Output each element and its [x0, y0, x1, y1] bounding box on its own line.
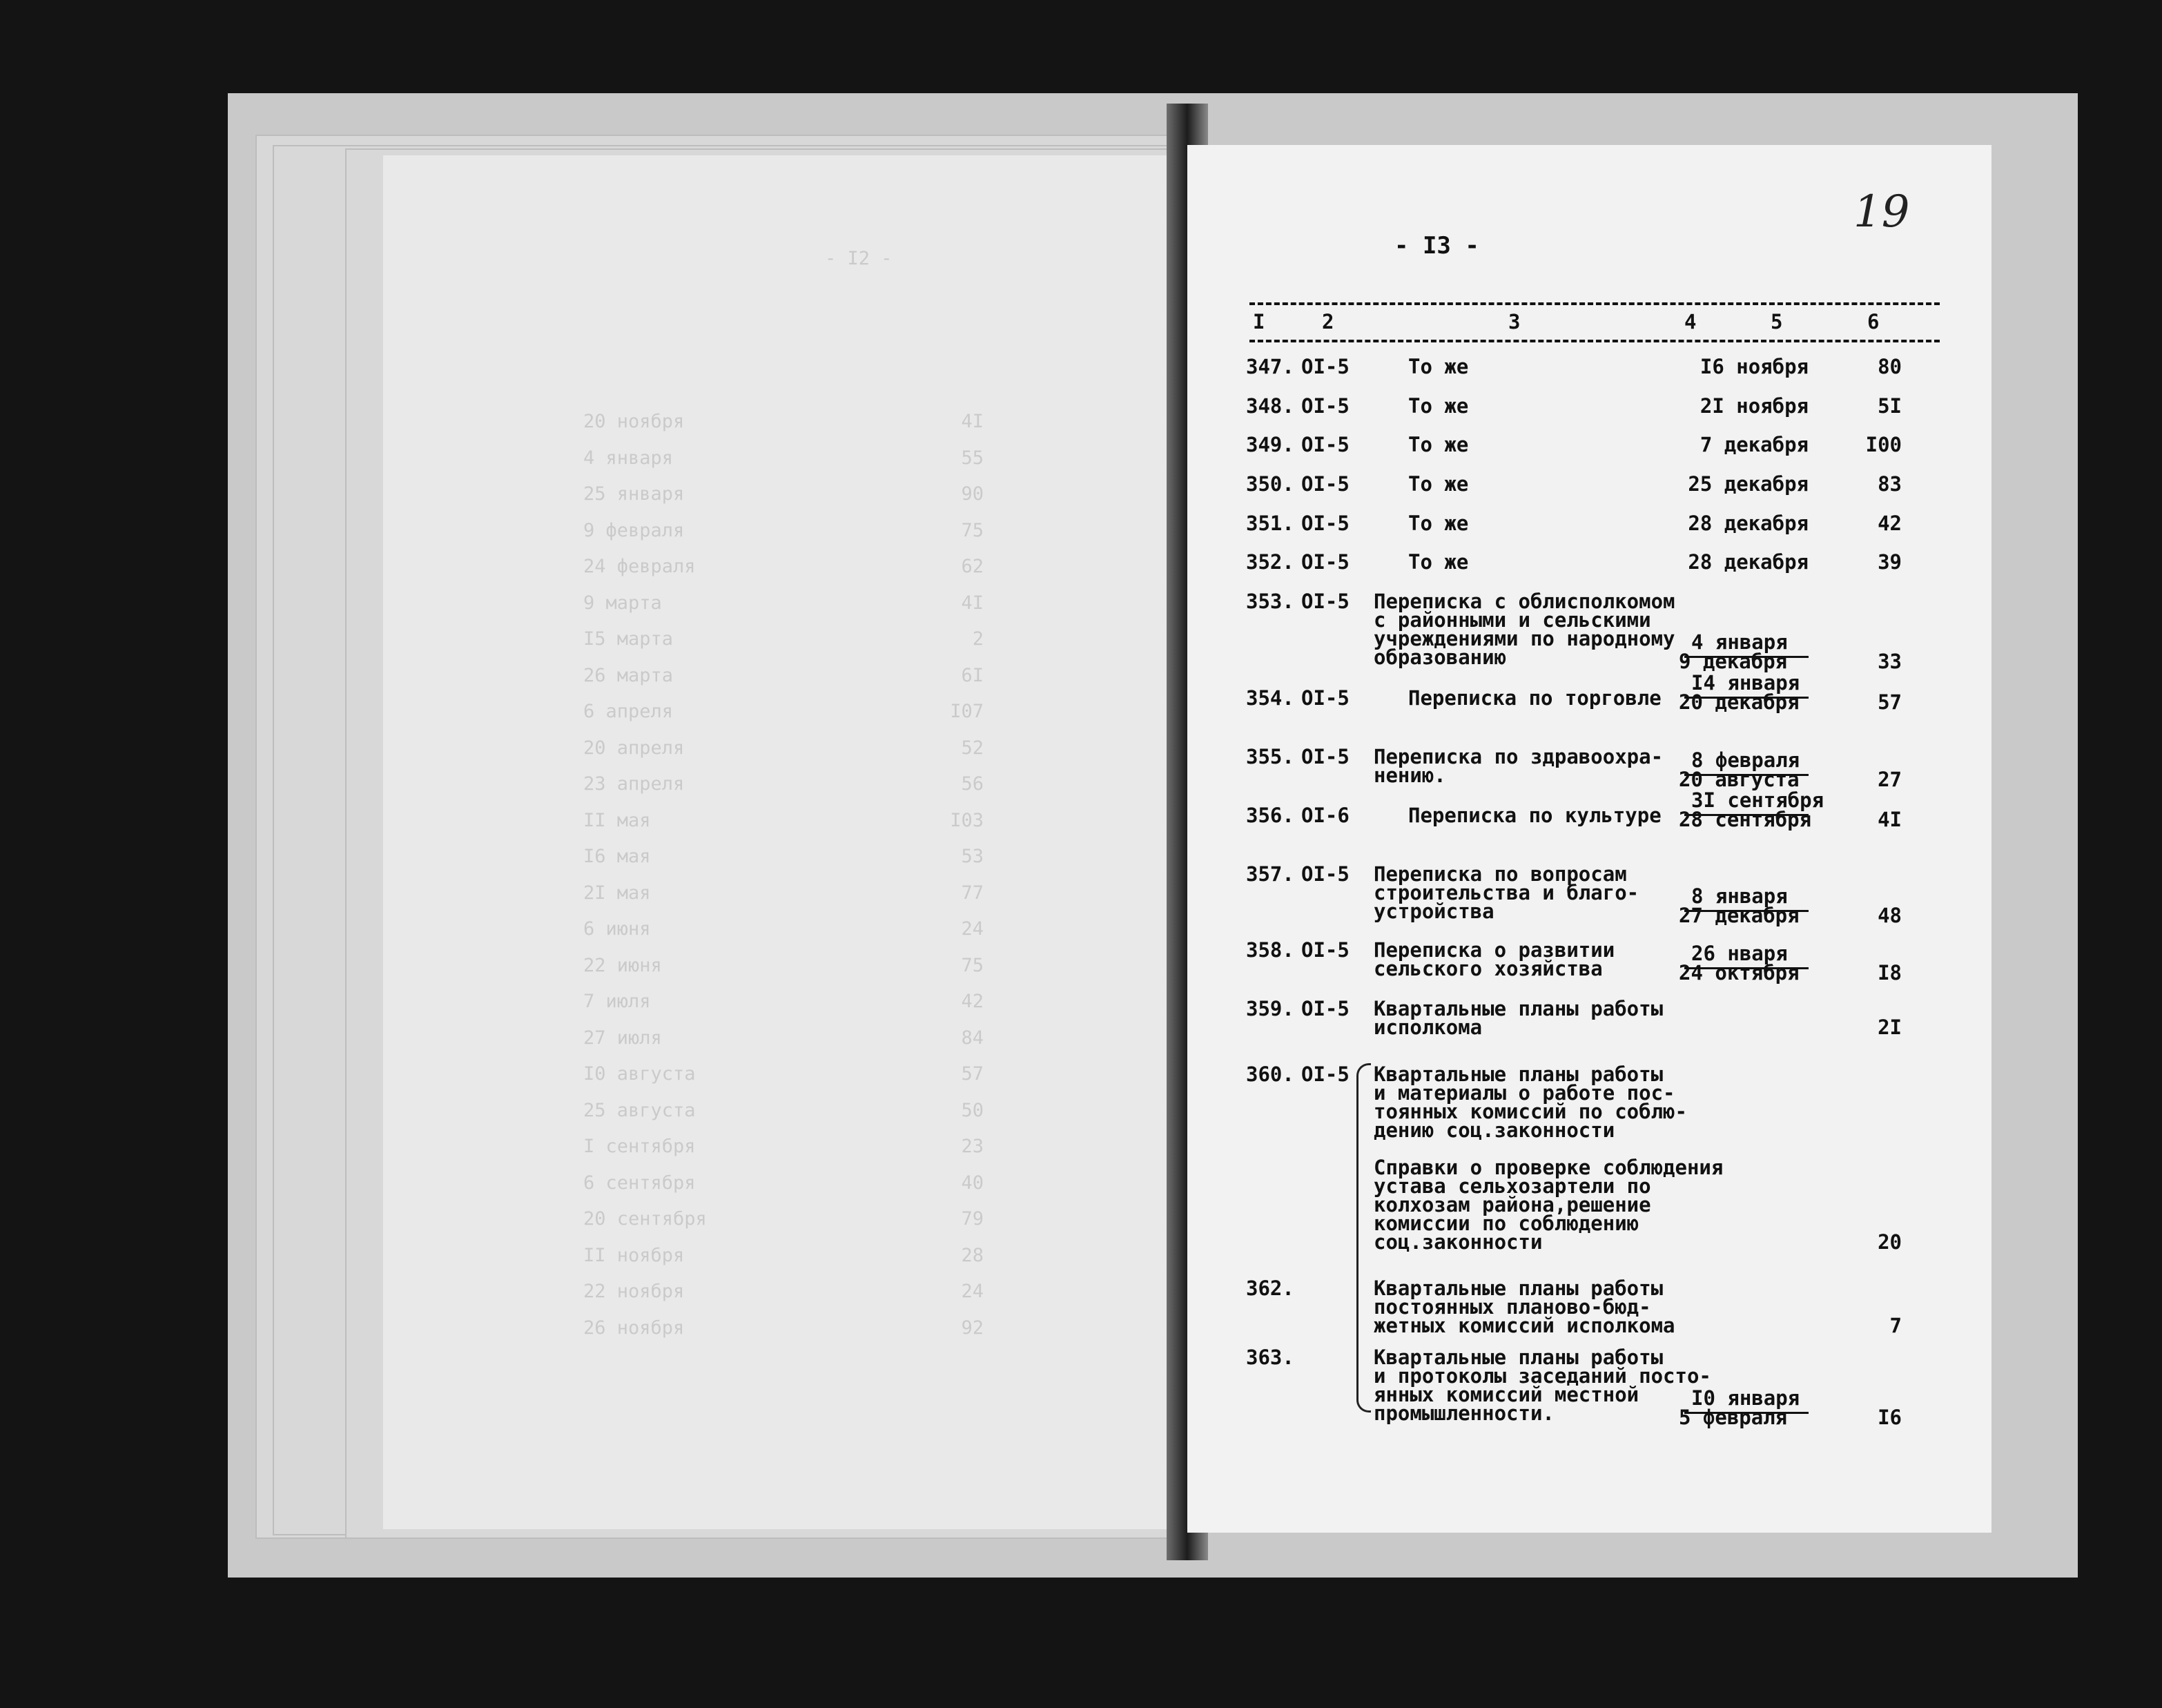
row-number: 362.: [1246, 1277, 1294, 1300]
row-title-line: тоянных комиссий по соблю-: [1374, 1100, 1687, 1123]
row-sheet-count: 39: [1878, 550, 1902, 574]
left-page-dates: 20 ноября 4 января 25 января 9 февраля 24 февраля 9 марта I5 марта 26 марта 6 апреля 20 апреля 23 апреля II мая I6 мая 2I мая 6 июня 22 июня 7 июля 27 июля I0 августа 25 августа I сентября 6 сентября 20 сентября II ноября 22 ноября 26 ноября: [583, 411, 707, 1339]
row-title-line: Переписка по торговле: [1408, 686, 1662, 710]
left-page-sheet-counts: 4I 55 90 75 62 4I 2 6I I07 52 56 I03 53 77 24 75 42 84 57 50 23 40 79 28 24 92: [950, 411, 984, 1339]
row-date: I6 ноября: [1700, 355, 1809, 378]
row-code: OI-5: [1301, 355, 1350, 378]
row-title-line: Квартальные планы работы: [1374, 997, 1664, 1020]
left-page: [383, 155, 1184, 1529]
row-number: 357.: [1246, 862, 1294, 886]
column-header: 3: [1508, 310, 1521, 333]
row-sheet-count: 42: [1878, 512, 1902, 535]
row-sheet-count: 4I: [1878, 808, 1902, 831]
grouping-brace: [1356, 1063, 1371, 1413]
row-number: 359.: [1246, 997, 1294, 1020]
row-sheet-count: I8: [1878, 961, 1902, 984]
row-code: OI-5: [1301, 550, 1350, 574]
row-code: OI-5: [1301, 433, 1350, 456]
row-title-line: колхозам района,решение: [1374, 1193, 1651, 1216]
column-header: 6: [1867, 310, 1880, 333]
row-title-line: строительства и благо-: [1374, 881, 1639, 904]
row-title-line: Переписка по здравоохра-: [1374, 745, 1664, 768]
row-number: 360.: [1246, 1062, 1294, 1086]
row-date-start: 26 нваря: [1691, 942, 1788, 965]
row-title-line: Справки о проверке соблюдения: [1374, 1156, 1724, 1179]
row-title-line: соц.законности: [1374, 1230, 1543, 1254]
row-code: OI-5: [1301, 862, 1350, 886]
row-sheet-count: 48: [1878, 904, 1902, 927]
row-title-line: и материалы о работе пос-: [1374, 1081, 1675, 1105]
row-number: 363.: [1246, 1346, 1294, 1369]
row-sheet-count: 5I: [1878, 394, 1902, 418]
row-title-line: Квартальные планы работы: [1374, 1277, 1664, 1300]
row-number: 355.: [1246, 745, 1294, 768]
column-header: 2: [1322, 310, 1334, 333]
row-title-line: Квартальные планы работы: [1374, 1346, 1664, 1369]
row-code: OI-5: [1301, 938, 1350, 962]
row-number: 353.: [1246, 590, 1294, 613]
row-title-line: янных комиссий местной: [1374, 1383, 1639, 1406]
row-title-line: То же: [1408, 512, 1469, 535]
row-title-line: Переписка по вопросам: [1374, 862, 1627, 886]
row-sheet-count: 2I: [1878, 1016, 1902, 1039]
row-date: 2I ноября: [1700, 394, 1809, 418]
header-rule-top: [1249, 302, 1940, 305]
row-title-line: исполкома: [1374, 1016, 1483, 1039]
row-date: 28 декабря: [1688, 512, 1809, 535]
row-code: OI-5: [1301, 745, 1350, 768]
row-title-line: образованию: [1374, 646, 1507, 669]
column-header: I: [1253, 310, 1265, 333]
row-title-line: сельского хозяйства: [1374, 957, 1603, 980]
header-rule-bottom: [1249, 340, 1940, 342]
row-code: OI-5: [1301, 686, 1350, 710]
row-date-end: 27 декабря: [1679, 904, 1800, 927]
row-code: OI-5: [1301, 472, 1350, 496]
row-date-start: I0 января: [1691, 1386, 1800, 1410]
row-title-line: учреждениями по народному: [1374, 627, 1675, 650]
row-sheet-count: 27: [1878, 768, 1902, 791]
row-number: 358.: [1246, 938, 1294, 962]
row-date-end: 5 февраля: [1679, 1406, 1788, 1429]
row-title-line: Переписка с облисполкомом: [1374, 590, 1675, 613]
page-number: - I3 -: [1394, 232, 1479, 260]
row-title-line: То же: [1408, 394, 1469, 418]
row-title-line: дению соц.законности: [1374, 1118, 1615, 1142]
row-date: 7 декабря: [1700, 433, 1809, 456]
row-sheet-count: 7: [1889, 1314, 1902, 1337]
row-date-start: 8 февраля: [1691, 748, 1800, 772]
row-title-line: То же: [1408, 550, 1469, 574]
left-page-number: - I2 -: [825, 248, 893, 269]
row-sheet-count: 80: [1878, 355, 1902, 378]
row-title-line: постоянных планово-бюд-: [1374, 1295, 1651, 1319]
row-sheet-count: I00: [1865, 433, 1902, 456]
row-date-start: I4 января: [1691, 671, 1800, 695]
row-title-line: жетных комиссий исполкома: [1374, 1314, 1675, 1337]
row-date: 28 декабря: [1688, 550, 1809, 574]
row-number: 351.: [1246, 512, 1294, 535]
row-title-line: устава сельхозартели по: [1374, 1174, 1651, 1198]
row-number: 347.: [1246, 355, 1294, 378]
row-code: OI-6: [1301, 804, 1350, 827]
row-code: OI-5: [1301, 512, 1350, 535]
handwritten-folio-number: 19: [1853, 186, 1910, 237]
row-title-line: комиссии по соблюдению: [1374, 1212, 1639, 1235]
row-title-line: Переписка по культуре: [1408, 804, 1662, 827]
row-number: 349.: [1246, 433, 1294, 456]
row-number: 352.: [1246, 550, 1294, 574]
row-title-line: То же: [1408, 472, 1469, 496]
row-date-start: 8 января: [1691, 884, 1788, 908]
row-title-line: нению.: [1374, 764, 1446, 787]
row-title-line: устройства: [1374, 900, 1494, 923]
row-title-line: и протоколы заседаний посто-: [1374, 1364, 1711, 1388]
row-date-start: 3I сентября: [1691, 788, 1824, 812]
row-date-end: 20 декабря: [1679, 690, 1800, 714]
row-code: OI-5: [1301, 394, 1350, 418]
row-date-start: 4 января: [1691, 630, 1788, 654]
row-title-line: с районными и сельскими: [1374, 608, 1651, 632]
row-code: OI-5: [1301, 590, 1350, 613]
right-page: [1187, 145, 1991, 1533]
row-number: 356.: [1246, 804, 1294, 827]
row-code: OI-5: [1301, 1062, 1350, 1086]
row-date-end: 9 декабря: [1679, 650, 1788, 673]
row-sheet-count: 20: [1878, 1230, 1902, 1254]
row-code: OI-5: [1301, 997, 1350, 1020]
row-title-line: Квартальные планы работы: [1374, 1062, 1664, 1086]
row-sheet-count: 33: [1878, 650, 1902, 673]
row-date-end: 20 августа: [1679, 768, 1800, 791]
row-title-line: Переписка о развитии: [1374, 938, 1615, 962]
row-date: 25 декабря: [1688, 472, 1809, 496]
row-date-end: 28 сентября: [1679, 808, 1812, 831]
row-title-line: промышленности.: [1374, 1401, 1555, 1425]
row-sheet-count: I6: [1878, 1406, 1902, 1429]
row-title-line: То же: [1408, 433, 1469, 456]
row-date-end: 24 октября: [1679, 961, 1800, 984]
row-sheet-count: 83: [1878, 472, 1902, 496]
column-header: 5: [1771, 310, 1783, 333]
row-number: 350.: [1246, 472, 1294, 496]
row-sheet-count: 57: [1878, 690, 1902, 714]
column-header: 4: [1684, 310, 1697, 333]
row-title-line: То же: [1408, 355, 1469, 378]
row-number: 354.: [1246, 686, 1294, 710]
row-number: 348.: [1246, 394, 1294, 418]
